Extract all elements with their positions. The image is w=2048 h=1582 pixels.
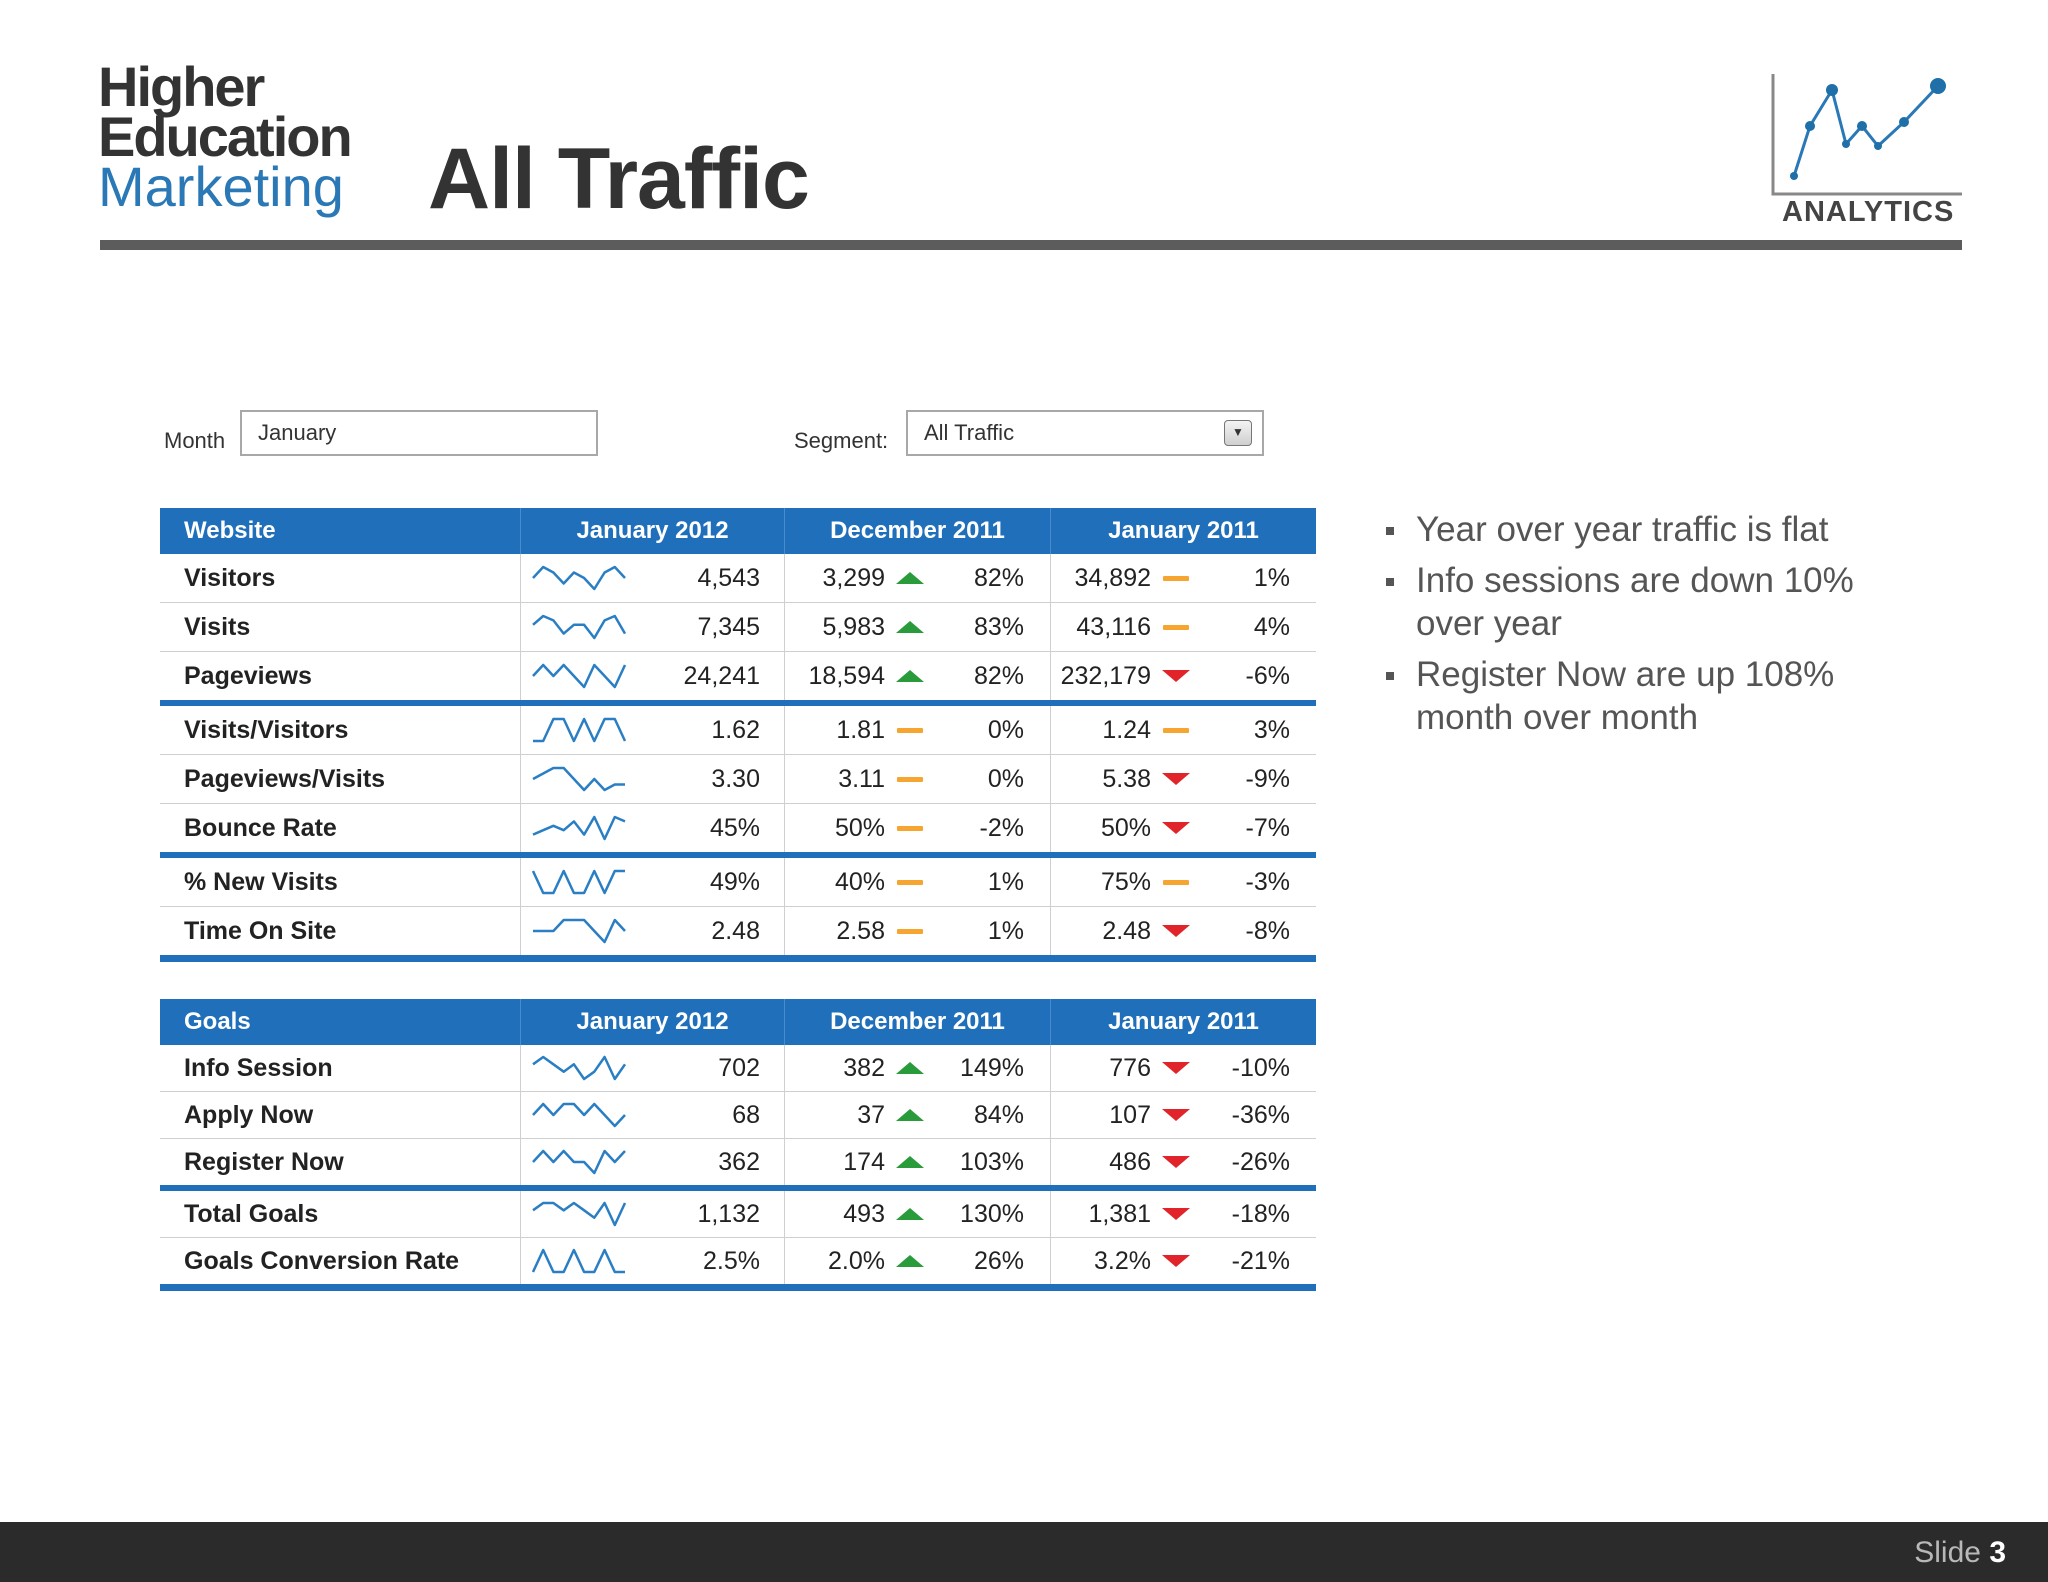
dec-2011-change: -2% [979, 813, 1024, 842]
flat-trend-icon [885, 929, 935, 934]
header-jan-2012: January 2012 [520, 999, 784, 1045]
flat-trend-icon [1151, 728, 1201, 733]
dec-2011-change: 149% [960, 1053, 1024, 1082]
metric-name: Visits/Visitors [184, 715, 349, 744]
sparkline [529, 867, 629, 897]
table-row [160, 1238, 1316, 1291]
metric-name: Goals Conversion Rate [184, 1246, 460, 1275]
metric-name: Visits [184, 612, 251, 641]
flat-trend-icon [885, 728, 935, 733]
jan-2012-cell [520, 1191, 784, 1237]
metric-name: Info Session [184, 1053, 333, 1082]
up-trend-icon [885, 1255, 935, 1267]
dec-2011-change: 0% [987, 764, 1024, 793]
dec-2011-cell [784, 1092, 1050, 1138]
jan-2012-value: 1,132 [697, 1199, 760, 1228]
sparkline [529, 764, 629, 794]
jan-2012-value: 49% [709, 867, 760, 896]
down-trend-icon [1151, 1156, 1201, 1168]
table-row [160, 652, 1316, 706]
jan-2012-value: 45% [709, 813, 760, 842]
jan-2012-value: 362 [718, 1147, 760, 1176]
table-row [160, 1045, 1316, 1092]
dec-2011-change: 26% [973, 1246, 1024, 1275]
jan-2011-cell [1050, 1139, 1316, 1185]
dec-2011-cell [784, 907, 1050, 955]
dec-2011-change: 82% [973, 563, 1024, 592]
sparkline [529, 1100, 629, 1130]
dropdown-arrow-icon[interactable]: ▼ [1224, 420, 1252, 446]
table-row [160, 907, 1316, 962]
up-trend-icon [885, 1156, 935, 1168]
brand-logo [98, 55, 351, 218]
jan-2012-cell [520, 603, 784, 651]
jan-2011-cell [1050, 652, 1316, 700]
metric-name: Pageviews/Visits [184, 764, 386, 793]
jan-2012-value: 68 [732, 1100, 760, 1129]
table-header [160, 999, 1316, 1045]
slide-label: Slide [1914, 1536, 1981, 1569]
down-trend-icon [1151, 1062, 1201, 1074]
analytics-logo-label: ANALYTICS [1782, 196, 1955, 228]
down-trend-icon [1151, 1208, 1201, 1220]
down-trend-icon [1151, 1255, 1201, 1267]
jan-2011-change: -36% [1231, 1100, 1290, 1129]
flat-trend-icon [1151, 625, 1201, 630]
jan-2012-cell [520, 652, 784, 700]
sparkline [529, 1147, 629, 1177]
dec-2011-cell [784, 554, 1050, 602]
dec-2011-cell [784, 858, 1050, 906]
jan-2012-value: 2.48 [711, 916, 760, 945]
table-row [160, 1139, 1316, 1191]
jan-2012-cell [520, 554, 784, 602]
sparkline [529, 612, 629, 642]
down-trend-icon [1151, 1109, 1201, 1121]
dec-2011-value: 40% [834, 867, 885, 896]
jan-2011-cell [1050, 907, 1316, 955]
jan-2011-cell [1050, 804, 1316, 852]
dec-2011-value: 3,299 [822, 563, 885, 592]
table-row [160, 706, 1316, 755]
jan-2011-change: 1% [1253, 563, 1290, 592]
dec-2011-value: 2.0% [828, 1246, 885, 1275]
jan-2011-value: 1.24 [1102, 715, 1151, 744]
jan-2011-value: 75% [1100, 867, 1151, 896]
jan-2011-cell [1050, 858, 1316, 906]
logo-line-marketing: Marketing [98, 155, 344, 218]
jan-2011-cell [1050, 603, 1316, 651]
jan-2012-value: 4,543 [697, 563, 760, 592]
jan-2011-change: -26% [1231, 1147, 1290, 1176]
table-row [160, 755, 1316, 804]
page-title: All Traffic [428, 131, 809, 227]
metric-name: % New Visits [184, 867, 338, 896]
dec-2011-cell [784, 1238, 1050, 1284]
footer-bar [0, 1522, 2048, 1582]
down-trend-icon [1151, 670, 1201, 682]
header-dec-2011: December 2011 [784, 999, 1050, 1045]
jan-2012-cell [520, 1238, 784, 1284]
dec-2011-change: 82% [973, 661, 1024, 690]
metric-name: Pageviews [184, 661, 312, 690]
segment-select[interactable] [906, 410, 1264, 456]
jan-2011-cell [1050, 1238, 1316, 1284]
jan-2011-change: -18% [1231, 1199, 1290, 1228]
logo-line-higher: Higher [98, 55, 264, 118]
up-trend-icon [885, 1109, 935, 1121]
jan-2011-value: 3.2% [1094, 1246, 1151, 1275]
jan-2011-change: -3% [1245, 867, 1290, 896]
jan-2012-cell [520, 706, 784, 754]
dec-2011-value: 382 [843, 1053, 885, 1082]
header-jan-2012: January 2012 [520, 508, 784, 554]
jan-2011-change: 3% [1253, 715, 1290, 744]
jan-2012-cell [520, 858, 784, 906]
bullet-item: Year over year traffic is flat [1386, 508, 1926, 551]
slide-number [1914, 1536, 2006, 1570]
jan-2011-value: 486 [1109, 1147, 1151, 1176]
month-input[interactable]: January [240, 410, 598, 456]
metric-name: Visitors [184, 563, 276, 592]
jan-2012-value: 702 [718, 1053, 760, 1082]
dec-2011-value: 18,594 [808, 661, 885, 690]
jan-2012-cell [520, 804, 784, 852]
goals-metrics-table [160, 999, 1316, 1291]
bullet-item: Register Now are up 108% month over month [1386, 653, 1926, 739]
website-metrics-table [160, 508, 1316, 962]
jan-2011-cell [1050, 755, 1316, 803]
flat-trend-icon [885, 826, 935, 831]
dec-2011-cell [784, 1191, 1050, 1237]
jan-2011-change: -7% [1245, 813, 1290, 842]
jan-2011-cell [1050, 1092, 1316, 1138]
flat-trend-icon [885, 880, 935, 885]
jan-2012-value: 24,241 [683, 661, 760, 690]
month-label: Month [164, 428, 226, 453]
jan-2011-change: -9% [1245, 764, 1290, 793]
table-row [160, 603, 1316, 652]
jan-2012-cell [520, 755, 784, 803]
dec-2011-value: 50% [834, 813, 885, 842]
sparkline [529, 1246, 629, 1276]
metric-name: Apply Now [184, 1100, 314, 1129]
jan-2011-cell [1050, 706, 1316, 754]
header-dec-2011: December 2011 [784, 508, 1050, 554]
jan-2012-value: 2.5% [703, 1246, 760, 1275]
dec-2011-change: 130% [960, 1199, 1024, 1228]
jan-2012-cell [520, 1139, 784, 1185]
up-trend-icon [885, 1208, 935, 1220]
slide-number-value: 3 [1989, 1536, 2006, 1569]
dec-2011-value: 174 [843, 1147, 885, 1176]
jan-2011-value: 43,116 [1076, 612, 1151, 641]
summary-bullets [1386, 508, 1926, 747]
dec-2011-cell [784, 755, 1050, 803]
jan-2012-cell [520, 907, 784, 955]
dec-2011-change: 1% [987, 867, 1024, 896]
jan-2011-value: 107 [1109, 1100, 1151, 1129]
dec-2011-cell [784, 1139, 1050, 1185]
jan-2011-value: 5.38 [1102, 764, 1151, 793]
dec-2011-cell [784, 706, 1050, 754]
table-row [160, 858, 1316, 907]
dec-2011-change: 103% [960, 1147, 1024, 1176]
jan-2012-cell [520, 1092, 784, 1138]
flat-trend-icon [885, 777, 935, 782]
dec-2011-cell [784, 804, 1050, 852]
jan-2011-change: -21% [1231, 1246, 1290, 1275]
dec-2011-cell [784, 1045, 1050, 1091]
down-trend-icon [1151, 925, 1201, 937]
dec-2011-cell [784, 603, 1050, 651]
sparkline [529, 1053, 629, 1083]
dec-2011-value: 2.58 [836, 916, 885, 945]
jan-2011-value: 776 [1109, 1053, 1151, 1082]
jan-2011-value: 232,179 [1060, 661, 1151, 690]
jan-2012-value: 7,345 [697, 612, 760, 641]
jan-2011-cell [1050, 554, 1316, 602]
header-jan-2011: January 2011 [1050, 508, 1316, 554]
sparkline [529, 916, 629, 946]
jan-2011-change: -10% [1231, 1053, 1290, 1082]
down-trend-icon [1151, 822, 1201, 834]
jan-2011-cell [1050, 1191, 1316, 1237]
down-trend-icon [1151, 773, 1201, 785]
jan-2011-cell [1050, 1045, 1316, 1091]
dec-2011-cell [784, 652, 1050, 700]
header-website: Website [184, 517, 276, 544]
sparkline [529, 1199, 629, 1229]
metric-name: Bounce Rate [184, 813, 337, 842]
jan-2011-change: -6% [1245, 661, 1290, 690]
up-trend-icon [885, 572, 935, 584]
up-trend-icon [885, 621, 935, 633]
table-row [160, 804, 1316, 858]
up-trend-icon [885, 670, 935, 682]
table-row [160, 1092, 1316, 1139]
dec-2011-value: 37 [857, 1100, 885, 1129]
segment-label: Segment: [794, 428, 889, 453]
jan-2011-change: 4% [1253, 612, 1290, 641]
dec-2011-value: 5,983 [822, 612, 885, 641]
sparkline [529, 563, 629, 593]
dec-2011-change: 1% [987, 916, 1024, 945]
table-header [160, 508, 1316, 554]
jan-2011-value: 50% [1100, 813, 1151, 842]
jan-2012-value: 1.62 [711, 715, 760, 744]
metric-name: Total Goals [184, 1199, 319, 1228]
jan-2011-value: 1,381 [1088, 1199, 1151, 1228]
sparkline [529, 661, 629, 691]
dec-2011-value: 3.11 [838, 764, 885, 793]
flat-trend-icon [1151, 880, 1201, 885]
flat-trend-icon [1151, 576, 1201, 581]
table-row [160, 1191, 1316, 1238]
jan-2012-cell [520, 1045, 784, 1091]
logo-line-education: Education [98, 105, 351, 168]
dec-2011-value: 1.81 [836, 715, 885, 744]
jan-2011-change: -8% [1245, 916, 1290, 945]
segment-selected-value: All Traffic [924, 420, 1015, 445]
metric-name: Time On Site [184, 916, 337, 945]
table-row [160, 554, 1316, 603]
dec-2011-change: 84% [973, 1100, 1024, 1129]
header-divider [100, 240, 1962, 250]
jan-2011-value: 2.48 [1102, 916, 1151, 945]
jan-2011-value: 34,892 [1074, 563, 1151, 592]
sparkline [529, 813, 629, 843]
header-jan-2011: January 2011 [1050, 999, 1316, 1045]
metric-name: Register Now [184, 1147, 344, 1176]
up-trend-icon [885, 1062, 935, 1074]
dec-2011-value: 493 [843, 1199, 885, 1228]
dec-2011-change: 0% [987, 715, 1024, 744]
sparkline [529, 715, 629, 745]
jan-2012-value: 3.30 [711, 764, 760, 793]
dec-2011-change: 83% [973, 612, 1024, 641]
header-goals: Goals [184, 1008, 251, 1035]
bullet-item: Info sessions are down 10% over year [1386, 559, 1926, 645]
